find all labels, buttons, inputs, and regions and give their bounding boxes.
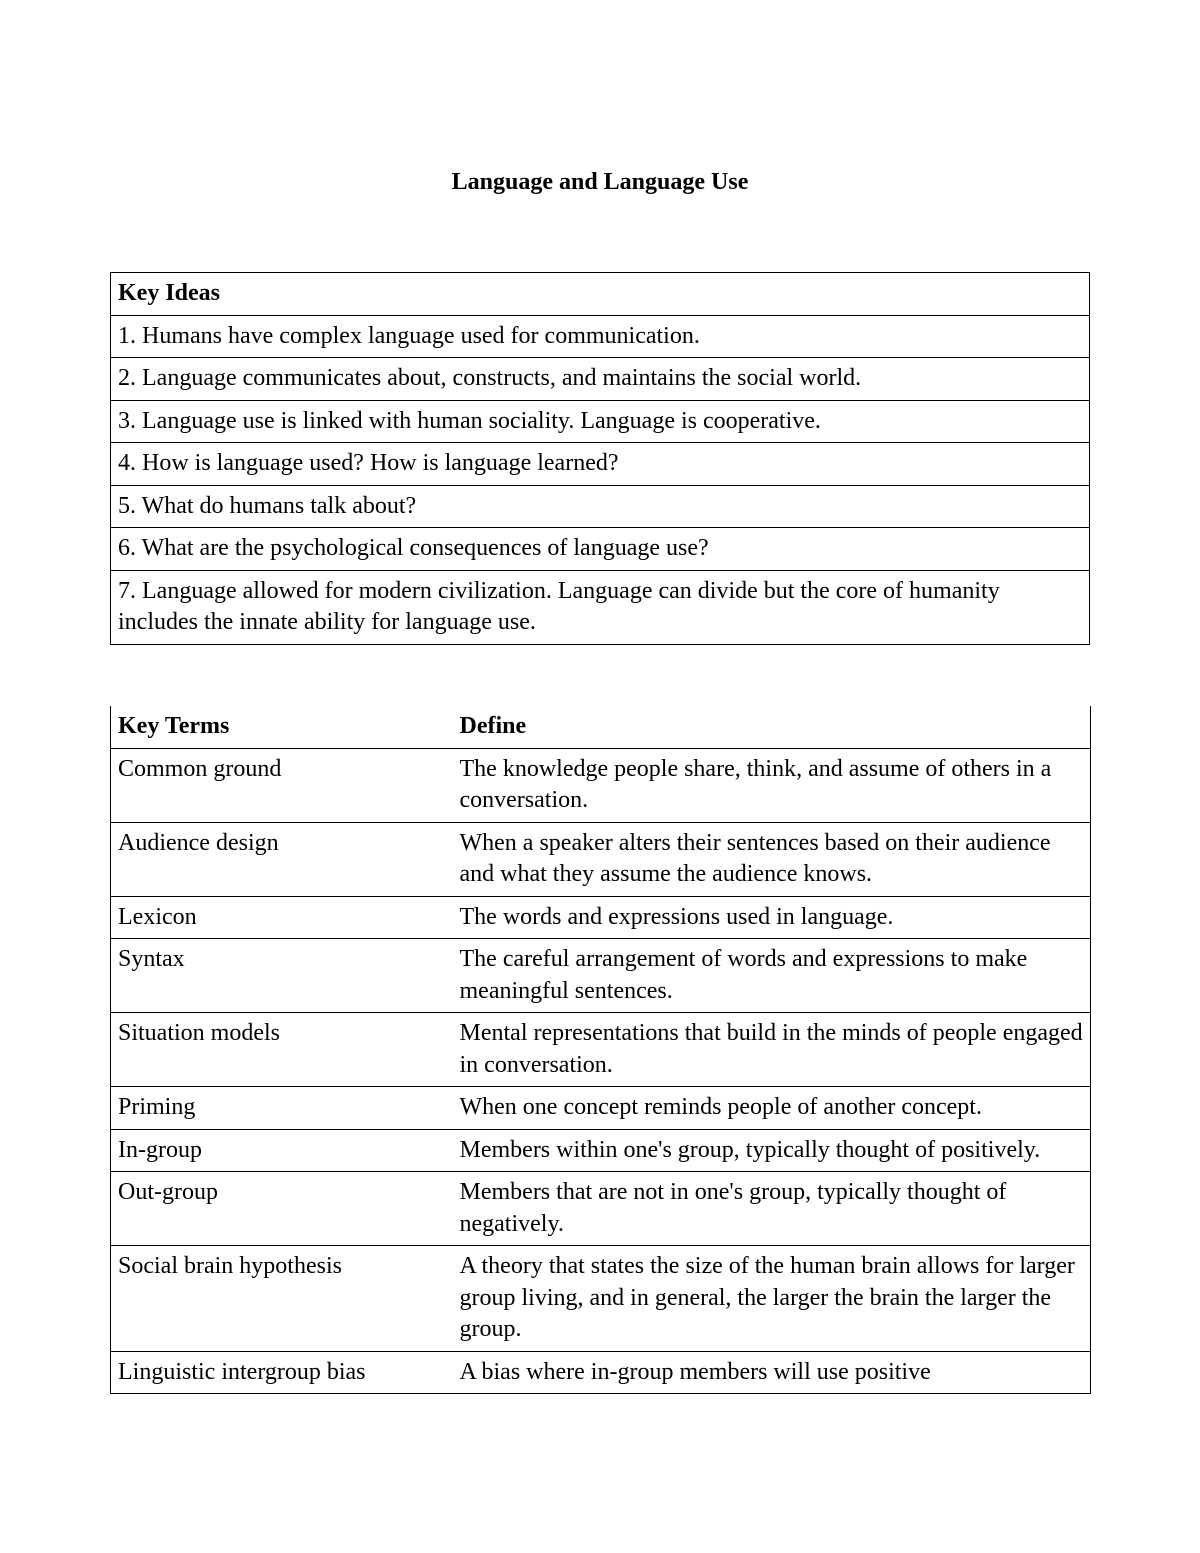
- term-cell: Syntax: [111, 939, 453, 1013]
- key-idea-item: 4. How is language used? How is language learned?: [111, 443, 1090, 486]
- table-row: [111, 400, 1090, 443]
- table-row: [111, 1172, 1091, 1246]
- term-cell: Situation models: [111, 1013, 453, 1087]
- term-cell: Lexicon: [111, 896, 453, 939]
- term-cell: Linguistic intergroup bias: [111, 1351, 453, 1394]
- key-terms-table: [110, 706, 1091, 1394]
- table-row: [111, 1351, 1091, 1394]
- table-header-row: [111, 706, 1091, 748]
- key-idea-item: 7. Language allowed for modern civilization. Language can divide but the core of humanity includes the innate ability for language use.: [111, 570, 1090, 644]
- term-cell: Priming: [111, 1087, 453, 1130]
- term-cell: Common ground: [111, 748, 453, 822]
- table-row: [111, 358, 1090, 401]
- table-row: [111, 822, 1091, 896]
- definition-cell: When a speaker alters their sentences based on their audience and what they assume the audience knows.: [453, 822, 1091, 896]
- table-row: [111, 896, 1091, 939]
- page-title: Language and Language Use: [451, 169, 749, 195]
- key-ideas-table: [110, 272, 1090, 645]
- key-idea-item: 3. Language use is linked with human sociality. Language is cooperative.: [111, 400, 1090, 443]
- definition-cell: The careful arrangement of words and expressions to make meaningful sentences.: [453, 939, 1091, 1013]
- table-row: [111, 485, 1090, 528]
- term-cell: Out-group: [111, 1172, 453, 1246]
- table-row: [111, 570, 1090, 644]
- term-cell: Audience design: [111, 822, 453, 896]
- key-terms-header: Key Terms: [111, 706, 453, 748]
- term-cell: In-group: [111, 1129, 453, 1172]
- key-ideas-header: Key Ideas: [111, 273, 1090, 316]
- table-row: [111, 1129, 1091, 1172]
- table-row: [111, 1013, 1091, 1087]
- table-header-row: [111, 273, 1090, 316]
- definition-cell: Members within one's group, typically thought of positively.: [453, 1129, 1091, 1172]
- table-row: [111, 1246, 1091, 1352]
- table-row: [111, 1087, 1091, 1130]
- key-idea-item: 5. What do humans talk about?: [111, 485, 1090, 528]
- definition-cell: The words and expressions used in language.: [453, 896, 1091, 939]
- define-header: Define: [453, 706, 1091, 748]
- term-cell: Social brain hypothesis: [111, 1246, 453, 1352]
- table-row: [111, 748, 1091, 822]
- definition-cell: Mental representations that build in the minds of people engaged in conversation.: [453, 1013, 1091, 1087]
- definition-cell: A theory that states the size of the human brain allows for larger group living, and in general, the larger the brain the larger the group.: [453, 1246, 1091, 1352]
- table-row: [111, 315, 1090, 358]
- definition-cell: When one concept reminds people of another concept.: [453, 1087, 1091, 1130]
- definition-cell: The knowledge people share, think, and assume of others in a conversation.: [453, 748, 1091, 822]
- definition-cell: A bias where in-group members will use positive: [453, 1351, 1091, 1394]
- table-row: [111, 443, 1090, 486]
- definition-cell: Members that are not in one's group, typically thought of negatively.: [453, 1172, 1091, 1246]
- key-idea-item: 6. What are the psychological consequences of language use?: [111, 528, 1090, 571]
- key-idea-item: 1. Humans have complex language used for communication.: [111, 315, 1090, 358]
- key-idea-item: 2. Language communicates about, constructs, and maintains the social world.: [111, 358, 1090, 401]
- table-row: [111, 939, 1091, 1013]
- table-row: [111, 528, 1090, 571]
